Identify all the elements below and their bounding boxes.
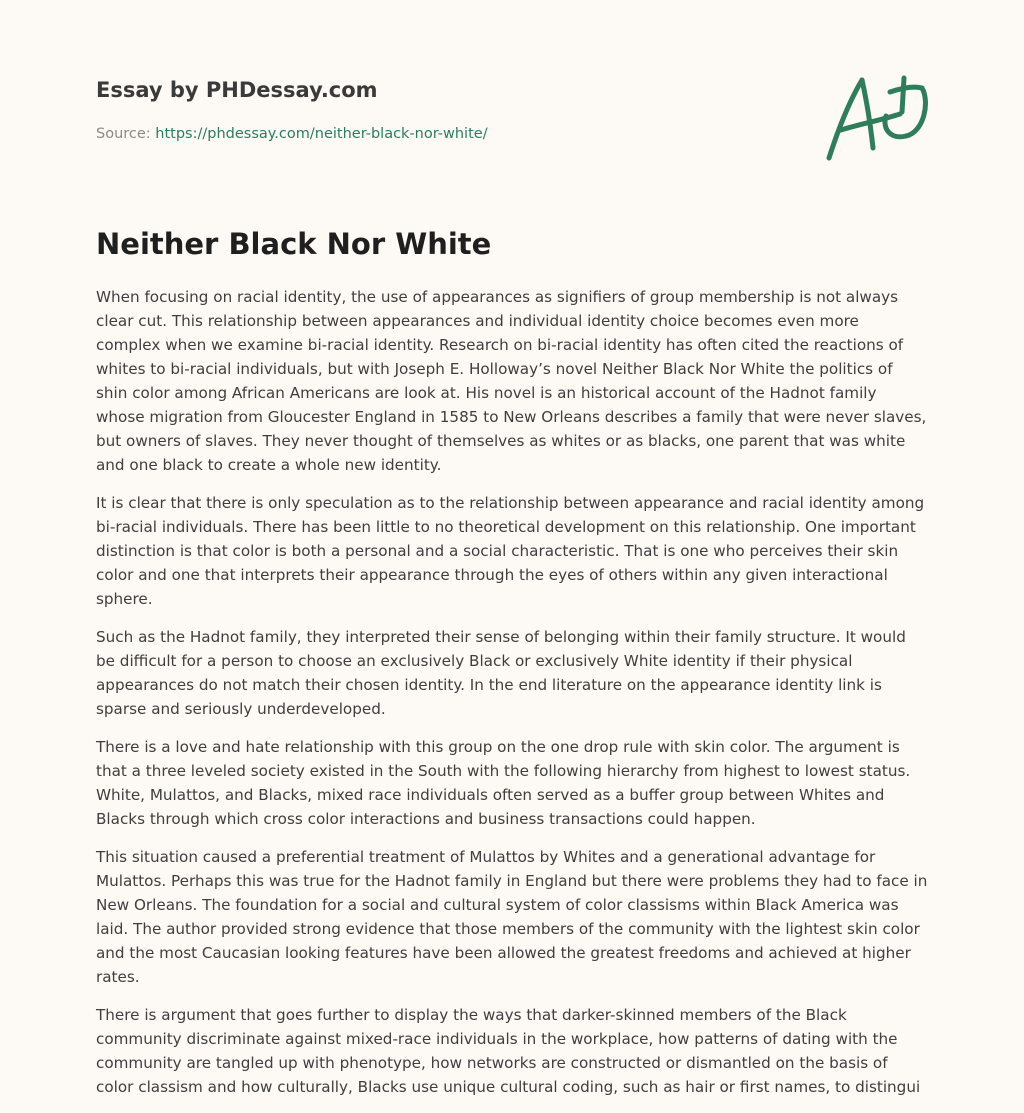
essay-body: [96, 285, 928, 1113]
source-link[interactable]: https://phdessay.com/neither-black-nor-white/: [155, 126, 488, 142]
source-line: [96, 124, 796, 144]
essay-paragraph: This situation caused a preferential treatment of Mulattos by Whites and a generational advantage for Mulattos. Perhaps this was true for the Hadnot family in England but there were problems they had to face in New Orleans. The foundation for a social and cultural system of color classisms within Black America was laid. The author provided strong evidence that those members of the community with the lightest skin color and the most Caucasian looking features have been allowed the greatest freedoms and achieved at higher rates.: [96, 848, 928, 986]
source-label: Source:: [96, 126, 151, 142]
a-plus-grade-icon: [820, 68, 930, 164]
essay-paragraph: It is clear that there is only speculation as to the relationship between appearance and racial identity among bi-racial individuals. There has been little to no theoretical development on this relationship. One important distinction is that color is both a personal and a social characteristic. That is one who perceives their skin color and one that interprets their appearance through the eyes of others within any given interactional sphere.: [96, 494, 925, 608]
essay-paragraph: Such as the Hadnot family, they interpreted their sense of belonging within their family structure. It would be difficult for a person to choose an exclusively Black or exclusively White identity if their physical appearances do not match their chosen identity. In the end literature on the appearance identity link is sparse and seriously underdeveloped.: [96, 628, 906, 718]
site-title: Essay by PHDessay.com: [96, 78, 378, 102]
essay-title: Neither Black Nor White: [96, 227, 492, 261]
essay-paragraph: There is argument that goes further to display the ways that darker-skinned members of the Black community discriminate against mixed-race individuals in the workplace, how patterns of dating with the community are tangled up with phenotype, how networks are constructed or dismantled on the basis of color classism and how culturally, Blacks use unique cultural coding, such as hair or first names, to distingui: [96, 1006, 921, 1096]
essay-paragraph: There is a love and hate relationship with this group on the one drop rule with skin color. The argument is that a three leveled society existed in the South with the following hierarchy from highest to lowest status. White, Mulattos, and Blacks, mixed race individuals often served as a buffer group between Whites and Blacks through which cross color interactions and business transactions could happen.: [96, 738, 911, 828]
essay-paragraph: When focusing on racial identity, the use of appearances as signifiers of group membership is not always clear cut. This relationship between appearances and individual identity choice becomes even more complex when we examine bi-racial identity. Research on bi-racial identity has often cited the reactions of whites to bi-racial individuals, but with Joseph E. Holloway’s novel Neither Black Nor White the politics of shin color among African Americans are look at. His novel is an historical account of the Hadnot family whose migration from Gloucester England in 1585 to New Orleans describes a family that were never slaves, but owners of slaves. They never thought of themselves as whites or as blacks, one parent that was white and one black to create a whole new identity.: [96, 288, 927, 474]
document-header: [96, 76, 796, 144]
